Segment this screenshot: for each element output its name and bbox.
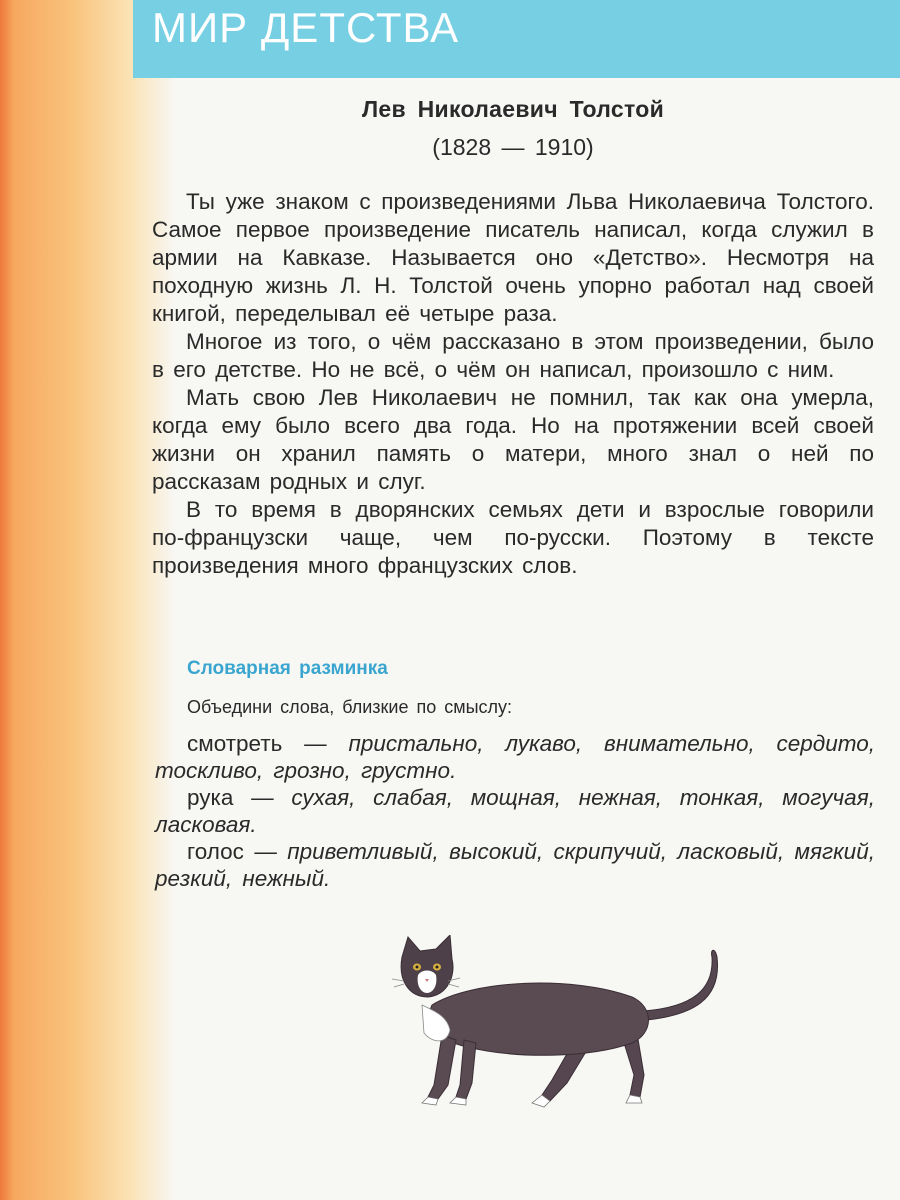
word-options: сухая, слабая, мощная, нежная, тонкая, могучая, ласковая. (155, 785, 875, 837)
paragraph: Мать свою Лев Николаевич не помнил, так как она умерла, когда ему было всего два года. Но на протяжении всей своей жизни он хранил память о матери, много знал о ней по рассказам родных и слуг. (152, 385, 874, 494)
dash: — (251, 785, 274, 810)
word-options: приветливый, высокий, скрипучий, ласковый, мягкий, резкий, нежный. (155, 839, 875, 891)
dash: — (254, 839, 277, 864)
word-options: пристально, лукаво, внимательно, сердито, тоскливо, грозно, грустно. (155, 731, 875, 783)
vocabulary-warmup-task: Объедини слова, близкие по смыслу: (187, 697, 513, 717)
headword: рука (187, 785, 234, 810)
dash: — (304, 731, 327, 756)
word-line (155, 838, 875, 892)
author-years: (1828 — 1910) (432, 134, 594, 160)
headword: смотреть (187, 731, 283, 756)
vocabulary-warmup-title: Словарная разминка (187, 658, 388, 679)
cat-icon (392, 935, 732, 1110)
paragraph: Ты уже знаком с произведениями Льва Николаевича Толстого. Самое первое произведение писатель написал, когда служил в армии на Кавказе. Называется оно «Детство». Несмотря на походную жизнь Л. Н. Толстой очень упорно работал над своей книгой, переделывал её четыре раза. (152, 189, 874, 326)
section-title: МИР ДЕТСТВА (152, 4, 460, 51)
word-line (155, 730, 875, 784)
word-exercise (155, 730, 875, 892)
article-text (152, 188, 874, 580)
side-color-strip (0, 0, 175, 1200)
paragraph: В то время в дворянских семьях дети и взрослые говорили по-французски чаще, чем по-русски. Поэтому в тексте произведения много французских слов. (152, 497, 874, 578)
cat-illustration (392, 935, 732, 1115)
headword: голос (187, 839, 244, 864)
author-name: Лев Николаевич Толстой (361, 96, 665, 122)
paragraph: Многое из того, о чём рассказано в этом произведении, было в его детстве. Но не всё, о чём он написал, произошло с ним. (152, 329, 874, 382)
word-line (155, 784, 875, 838)
